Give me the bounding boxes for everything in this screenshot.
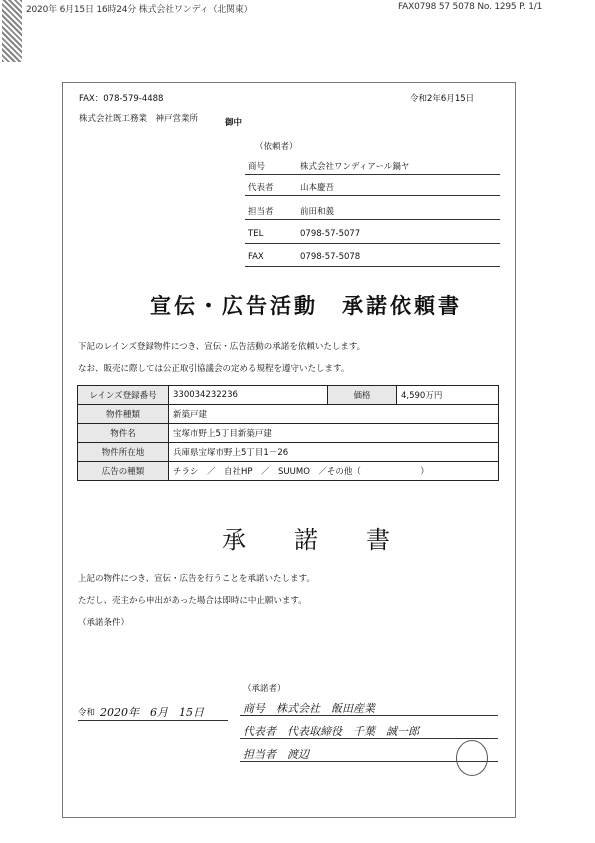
field-label-fax: FAX [248,252,264,262]
body-line-1: 下記のレインズ登録物件につき、宣伝・広告活動の承諾を依頼いたします。 [78,342,366,352]
field-label-representative: 代表者 [248,183,274,193]
consent-line-2: ただし、売主から申出があった場合は即時に中止願います。 [78,596,307,606]
consent-conditions: （承諾条件） [78,618,130,628]
field-value-fax: 0798-57-5078 [300,252,361,262]
property-table [77,385,499,481]
date-prefix: 令和 [78,708,96,718]
document-date: 令和2年6月15日 [410,94,475,104]
consent-date-handwritten: 2020年 6月 15日 [100,706,204,719]
approver-trade-name: 商号 株式会社 飯田産業 [243,702,375,715]
table-row [78,462,499,481]
name-value: 宝塚市野上5丁目新築戸建 [169,424,499,443]
requester-label: （依頼者） [255,142,298,152]
fax-header-left: 2020年 6月15日 16時24分 株式会社ワンディ（北関東） [26,5,253,15]
field-label-tel: TEL [248,229,264,239]
location-value: 兵庫県宝塚市野上5丁目1－26 [169,443,499,462]
body-line-2: なお、販売に際しては公正取引協議会の定める規程を遵守いたします。 [78,364,350,374]
reins-value: 330034232236 [169,386,328,405]
document-title: 宣伝・広告活動 承諾依頼書 [150,293,462,318]
approver-representative: 代表者 代表取締役 千葉 誠一郎 [243,725,419,738]
field-label-trade-name: 商号 [248,162,266,172]
honorific: 御中 [225,118,243,128]
price-label: 価格 [328,386,397,405]
consent-line-1: 上記の物件につき、宣伝・広告を行うことを承諾いたします。 [78,574,315,584]
fax-number: FAX：078-579-4488 [79,94,164,104]
field-label-contact: 担当者 [248,207,274,217]
table-row [78,386,499,405]
table-row [78,443,499,462]
table-row [78,405,499,424]
approver-label: （承諾者） [243,684,286,694]
fax-scan-artifact [2,0,22,62]
table-row [78,424,499,443]
consent-title: 承 諾 書 [222,526,390,554]
location-label: 物件所在地 [78,443,169,462]
recipient-company: 株式会社既工務業 神戸営業所 [79,114,199,124]
field-value-contact: 前田和義 [300,207,335,217]
fax-header-right: FAX0798 57 5078 No. 1295 P. 1/1 [398,2,543,12]
price-value: 4,590万円 [397,386,499,405]
field-value-trade-name: 株式会社ワンディアール鍋ヤ [300,162,410,172]
name-label: 物件名 [78,424,169,443]
field-value-tel: 0798-57-5077 [300,229,361,239]
type-label: 物件種類 [78,405,169,424]
type-value: 新築戸建 [169,405,499,424]
seal-stamp-icon [456,740,488,776]
approver-contact: 担当者 渡辺 [243,748,309,761]
reins-label: レインズ登録番号 [78,386,169,405]
media-value: チラシ ／ 自社HP ／ SUUMO ／その他（ ） [169,462,499,481]
field-value-representative: 山本慶吾 [300,183,335,193]
media-label: 広告の種類 [78,462,169,481]
